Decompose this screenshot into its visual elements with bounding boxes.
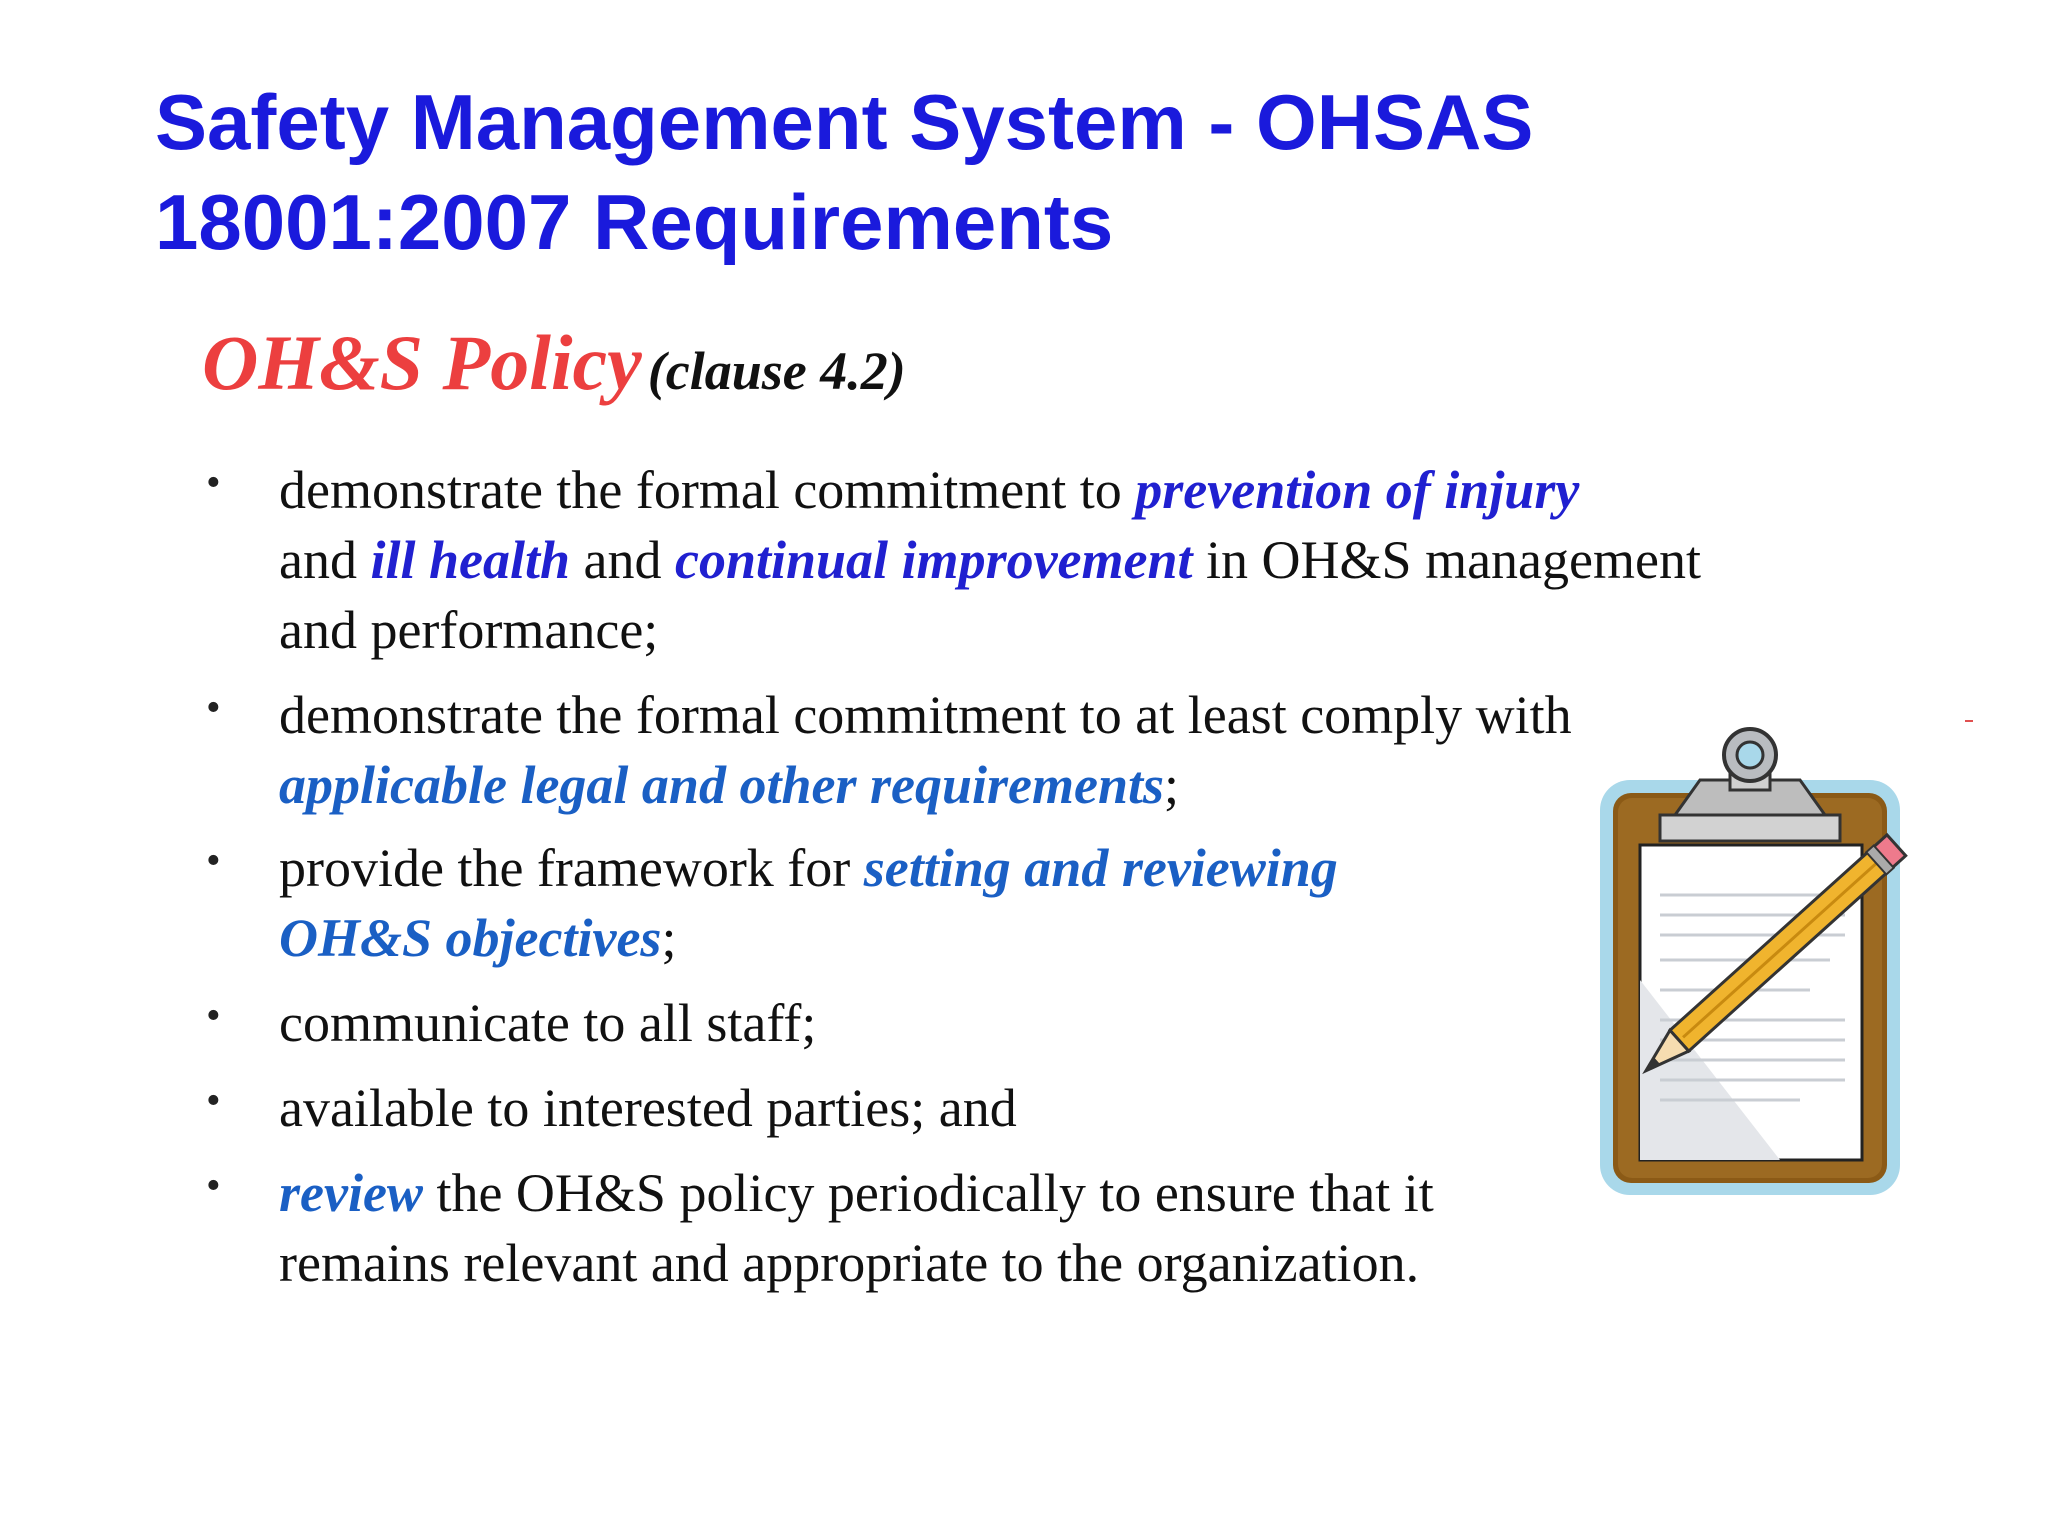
section-heading-main: OH&S Policy xyxy=(202,319,642,406)
decorative-tick xyxy=(1965,720,1973,722)
bullet-text: in OH&S management xyxy=(1192,530,1701,590)
bullet-dot: • xyxy=(206,685,221,731)
emphasis-text: prevention of injury xyxy=(1135,460,1580,520)
clipboard-icon xyxy=(1580,720,1940,1200)
emphasis-text: OH&S objectives xyxy=(279,908,662,968)
bullet-text: ; xyxy=(1164,755,1180,815)
bullet-dot: • xyxy=(206,838,221,884)
bullet-line xyxy=(279,1158,1434,1228)
bullet-line xyxy=(279,595,658,665)
bullet-text: ; xyxy=(661,908,677,968)
slide-title-line-1: Safety Management System - OHSAS xyxy=(155,78,1534,166)
bullet-text: the OH&S policy periodically to ensure that it xyxy=(422,1163,1434,1223)
bullet-line xyxy=(279,988,816,1058)
bullet-dot: • xyxy=(206,460,221,506)
slide-title-line-2: 18001:2007 Requirements xyxy=(155,178,1114,266)
bullet-line xyxy=(279,525,1701,595)
bullet-line xyxy=(279,1073,1017,1143)
bullet-text: and performance; xyxy=(279,600,659,660)
bullet-dot: • xyxy=(206,1163,221,1209)
bullet-text: and xyxy=(570,530,675,590)
bullet-text: available to interested parties; and xyxy=(279,1078,1017,1138)
emphasis-text: review xyxy=(279,1163,423,1223)
bullet-dot: • xyxy=(206,993,221,1039)
bullet-line xyxy=(279,680,1572,750)
section-heading-clause: (clause 4.2) xyxy=(647,341,906,401)
bullet-line xyxy=(279,903,676,973)
emphasis-text: continual improvement xyxy=(674,530,1193,590)
bullet-text: and xyxy=(279,530,371,590)
bullet-line xyxy=(279,750,1179,820)
emphasis-text: ill health xyxy=(370,530,571,590)
bullet-text: communicate to all staff; xyxy=(279,993,817,1053)
bullet-line xyxy=(279,455,1579,525)
bullet-line xyxy=(279,833,1338,903)
bullet-dot: • xyxy=(206,1078,221,1124)
slide-title xyxy=(155,72,1755,272)
bullet-line xyxy=(279,1228,1419,1298)
bullet-text: provide the framework for xyxy=(279,838,864,898)
bullet-text: demonstrate the formal commitment to xyxy=(279,460,1136,520)
emphasis-text: setting and reviewing xyxy=(863,838,1338,898)
bullet-text: demonstrate the formal commitment to at least comply with xyxy=(279,685,1572,745)
bullet-text: remains relevant and appropriate to the organization. xyxy=(279,1233,1420,1293)
section-heading xyxy=(202,318,906,408)
emphasis-text: applicable legal and other requirements xyxy=(279,755,1164,815)
